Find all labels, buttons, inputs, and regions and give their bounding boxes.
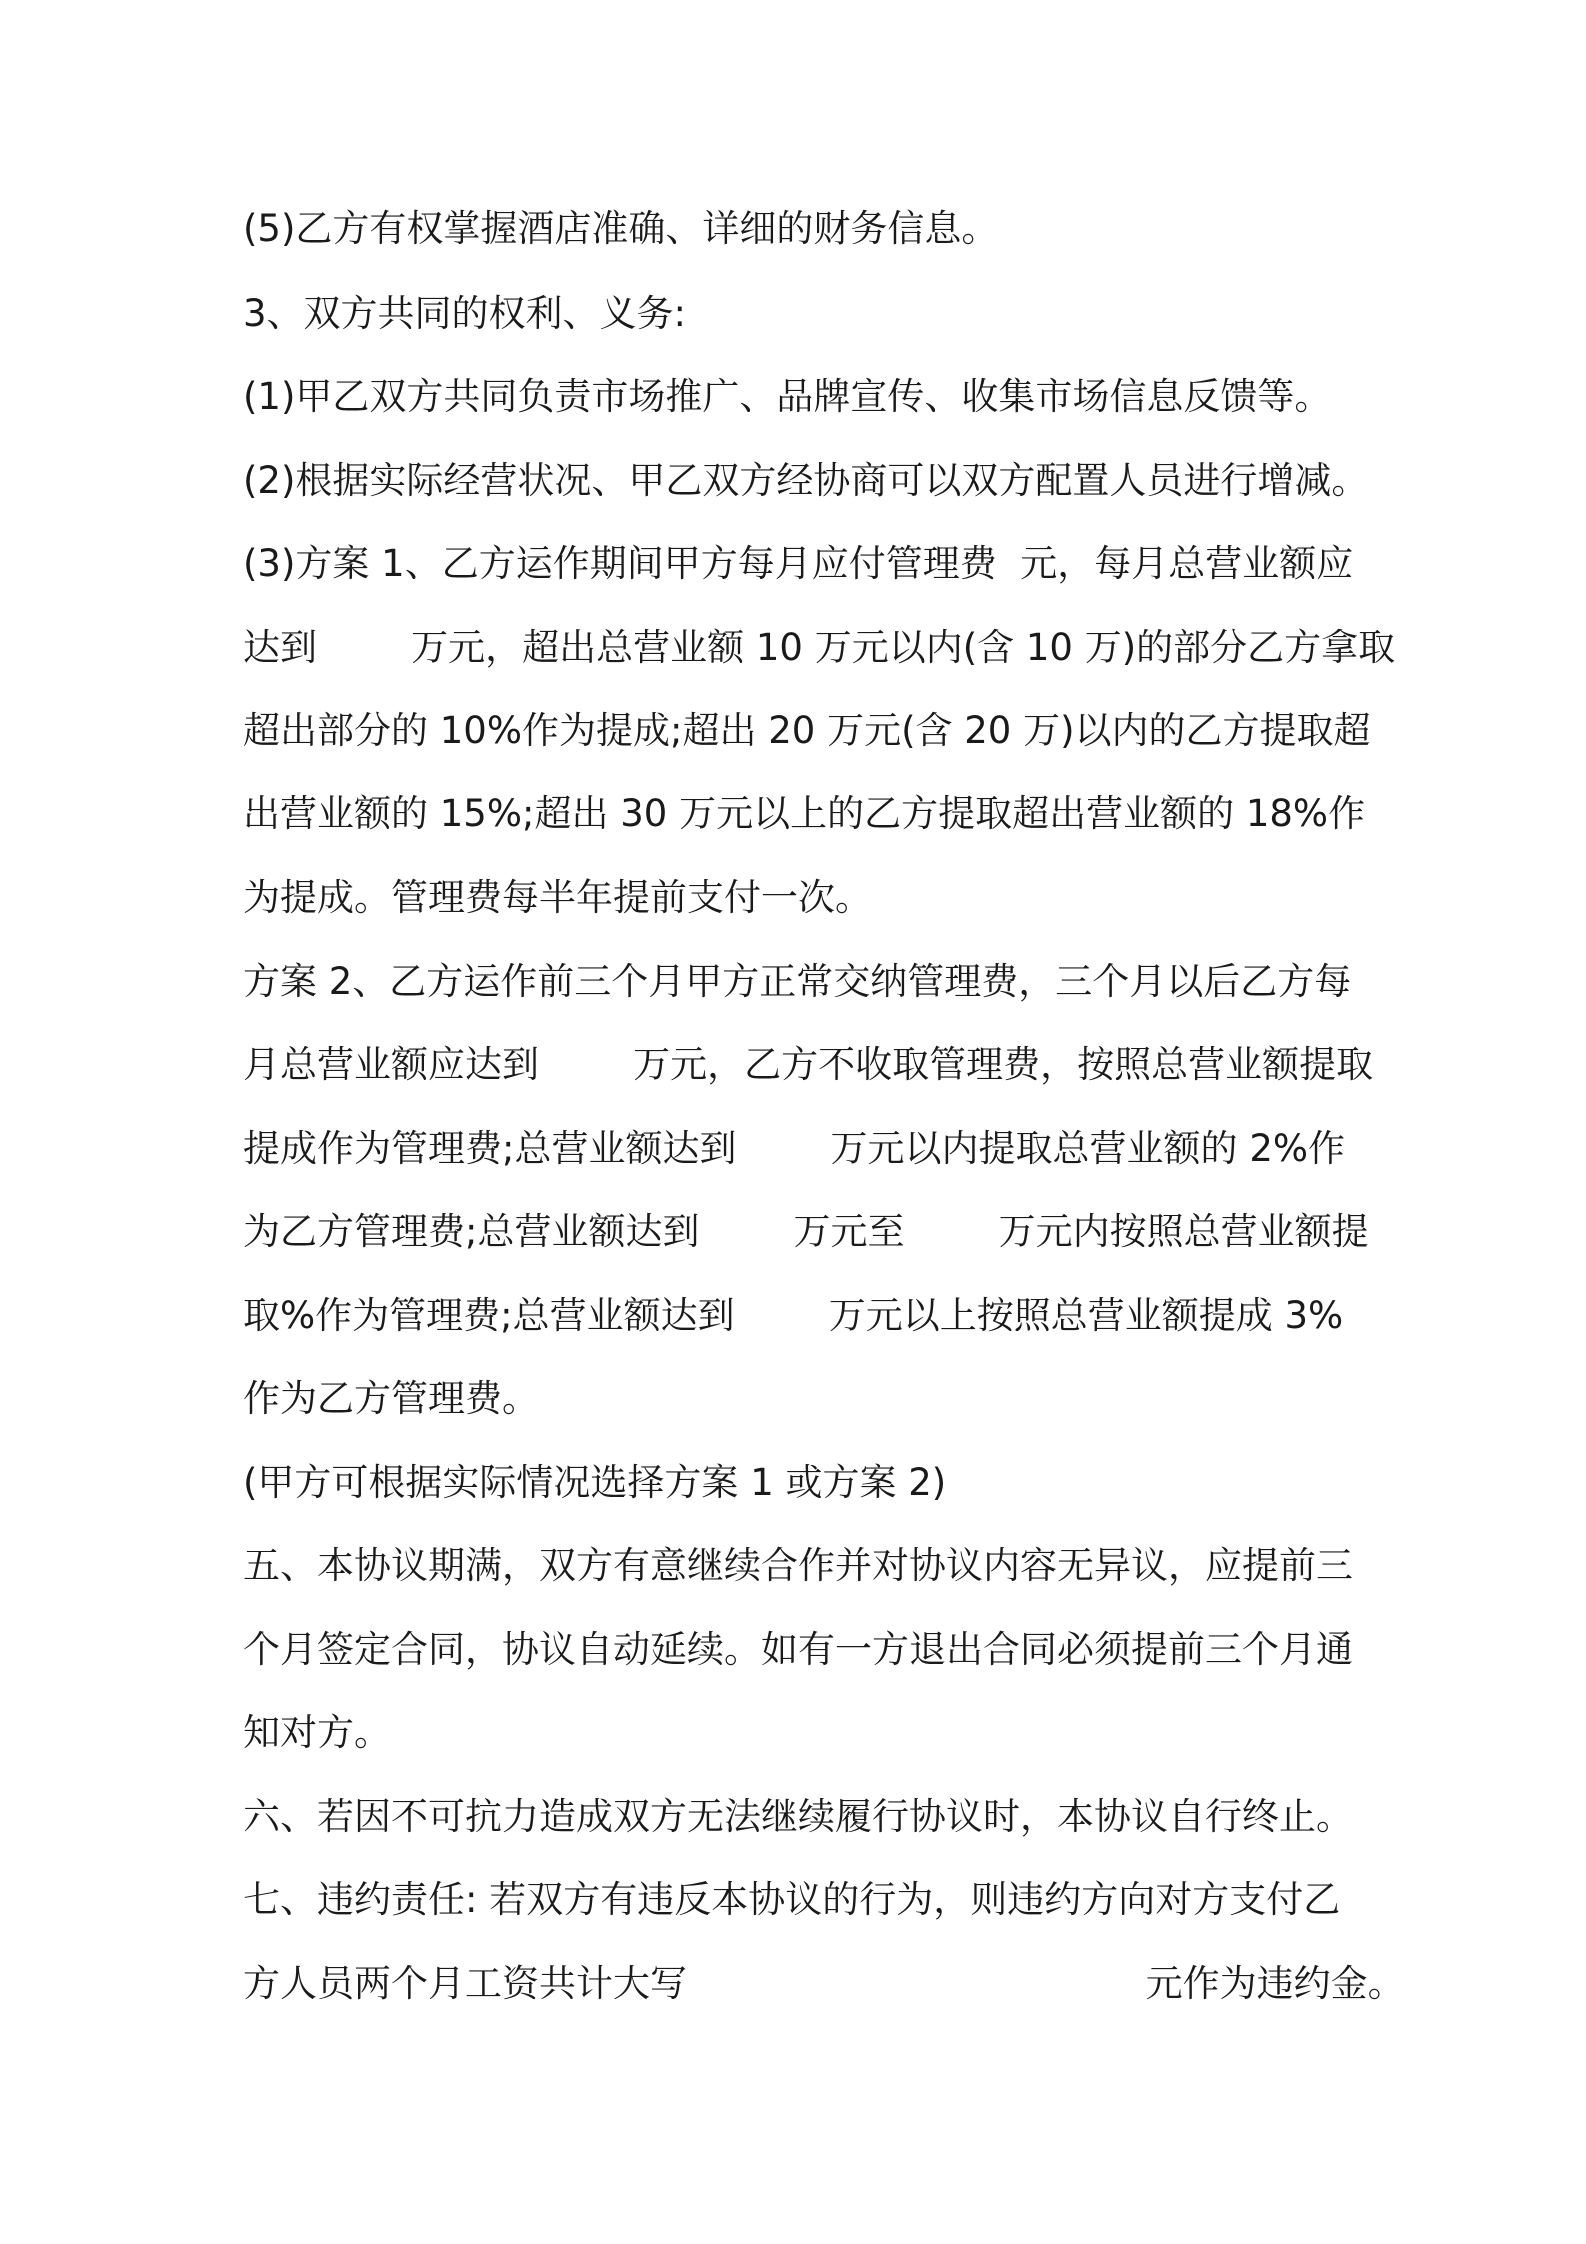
paragraph-line: 个月签定合同，协议自动延续。如有一方退出合同必须提前三个月通 — [243, 1628, 1353, 1671]
paragraph-line: 知对方。 — [243, 1711, 391, 1754]
paragraph-line: 出营业额的 15%;超出 30 万元以上的乙方提取超出营业额的 18%作 — [243, 792, 1366, 835]
paragraph-line: 方案 2、乙方运作前三个月甲方正常交纳管理费，三个月以后乙方每 — [243, 960, 1352, 1003]
paragraph-line: 五、本协议期满，双方有意继续合作并对协议内容无异议，应提前三 — [243, 1544, 1353, 1587]
paragraph-line: 取%作为管理费;总营业额达到 万元以上按照总营业额提成 3% — [243, 1294, 1344, 1337]
paragraph-line: (5)乙方有权掌握酒店准确、详细的财务信息。 — [243, 207, 999, 250]
paragraph-line: 为提成。管理费每半年提前支付一次。 — [243, 876, 872, 919]
paragraph-line: (甲方可根据实际情况选择方案 1 或方案 2) — [243, 1461, 947, 1504]
paragraph-line: (3)方案 1、乙方运作期间甲方每月应付管理费 元，每月总营业额应 — [243, 542, 1354, 585]
paragraph-line: 提成作为管理费;总营业额达到 万元以内提取总营业额的 2%作 — [243, 1127, 1346, 1170]
section-heading: 3、双方共同的权利、义务: — [243, 292, 687, 335]
paragraph-line: 方人员两个月工资共计大写 元作为违约金。 — [243, 1962, 1405, 2005]
paragraph-line: 六、若因不可抗力造成双方无法继续履行协议时，本协议自行终止。 — [243, 1795, 1353, 1838]
paragraph-line: 月总营业额应达到 万元，乙方不收取管理费，按照总营业额提取 — [243, 1043, 1374, 1086]
paragraph-line: 超出部分的 10%作为提成;超出 20 万元(含 20 万)以内的乙方提取超 — [243, 709, 1371, 752]
paragraph-line: (1)甲乙双方共同负责市场推广、品牌宣传、收集市场信息反馈等。 — [243, 375, 1332, 418]
paragraph-line: (2)根据实际经营状况、甲乙双方经协商可以双方配置人员进行增减。 — [243, 459, 1369, 502]
paragraph-line: 七、违约责任: 若双方有违反本协议的行为，则违约方向对方支付乙 — [243, 1878, 1341, 1921]
paragraph-line: 达到 万元，超出总营业额 10 万元以内(含 10 万)的部分乙方拿取 — [243, 626, 1396, 669]
paragraph-line: 作为乙方管理费。 — [243, 1377, 539, 1420]
paragraph-line: 为乙方管理费;总营业额达到 万元至 万元内按照总营业额提 — [243, 1210, 1369, 1253]
